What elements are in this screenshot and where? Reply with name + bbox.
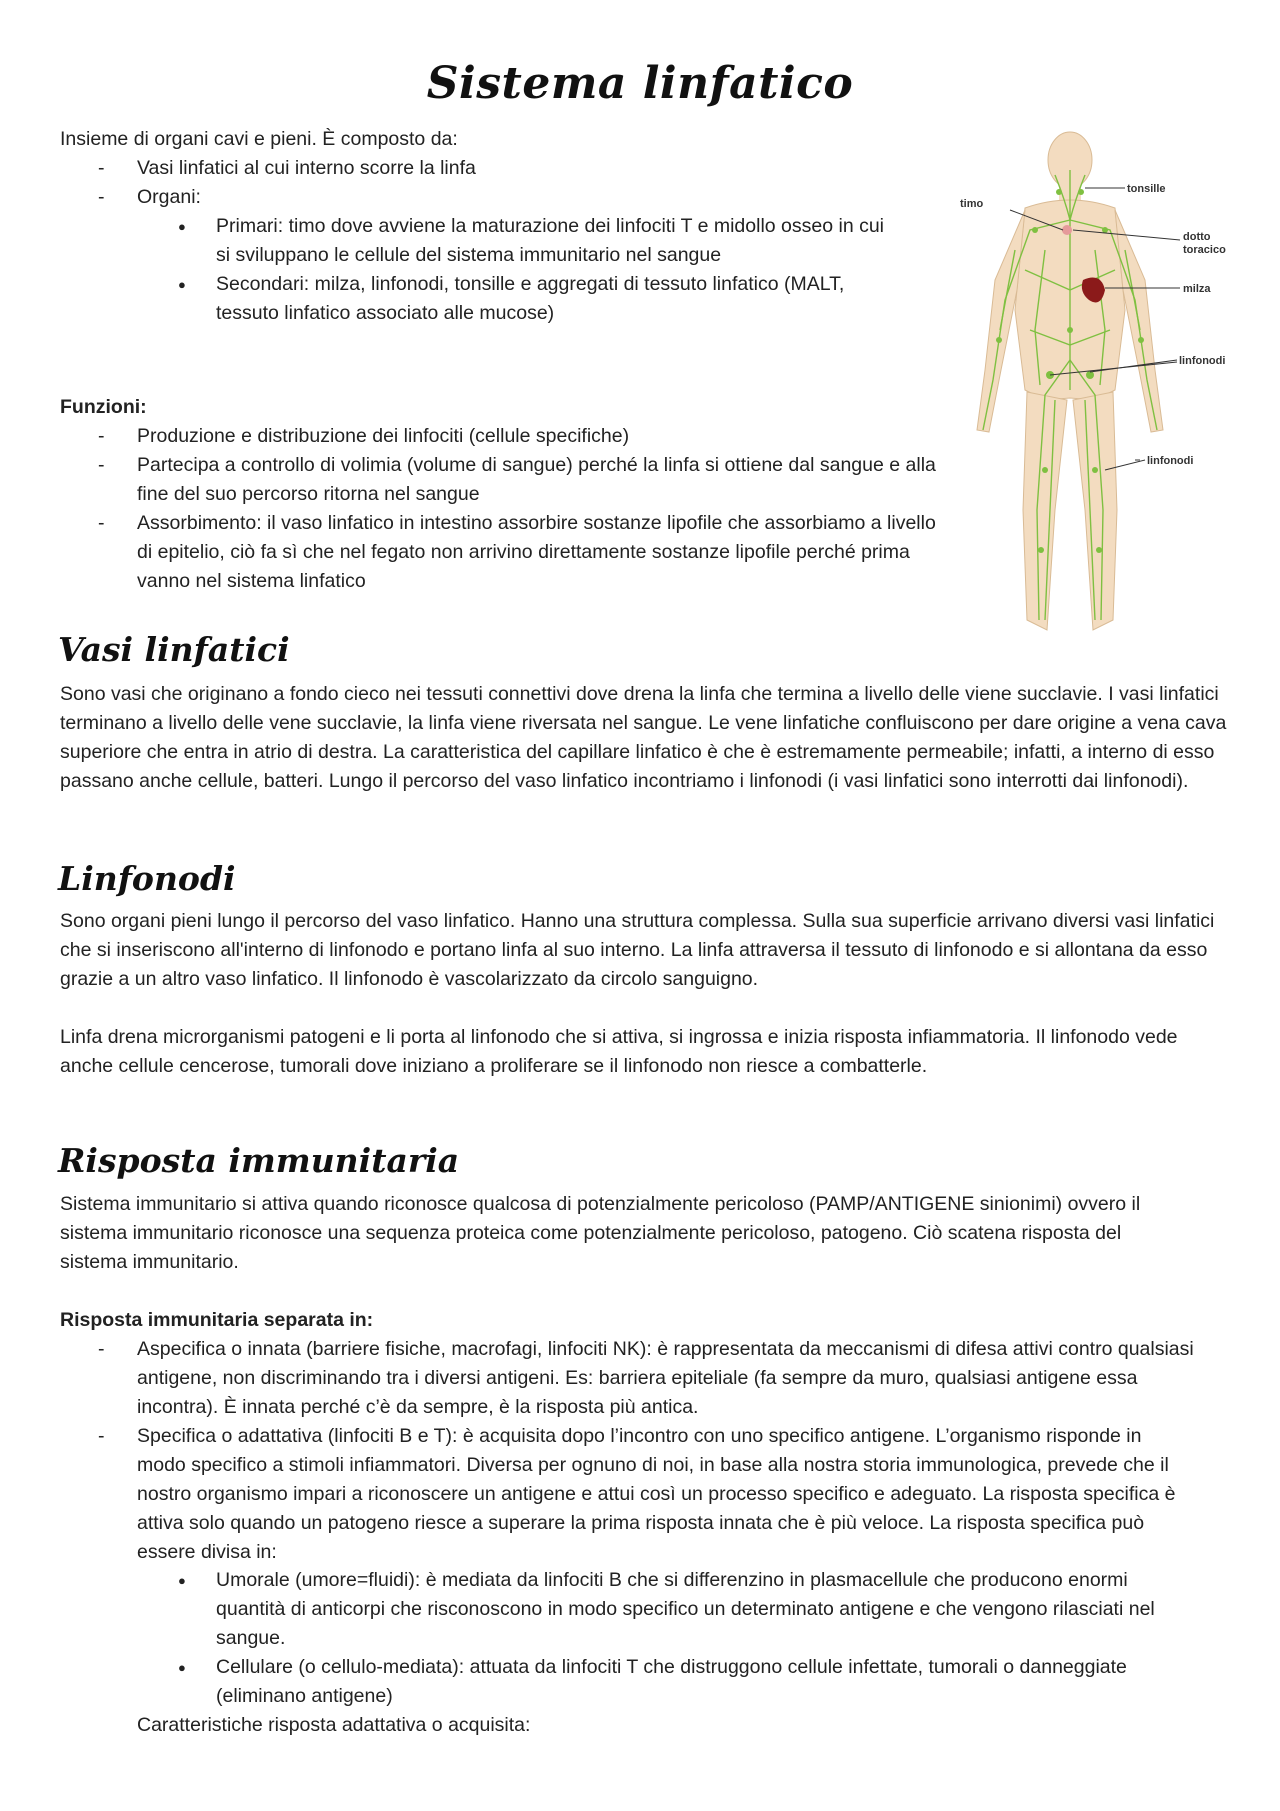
composition-list	[60, 154, 920, 212]
tonsils-label: tonsille	[1127, 183, 1166, 195]
section-heading-linfonodi: Linfonodi	[58, 859, 236, 898]
list-item: - Assorbimento: il vaso linfatico in intestino assorbire sostanze lipofile che assorbiamo a livello di epitelio, ciò fa sì che nel fegato non arrivino direttamente sostanze lipofile perché prima vanno nel sistema linfatico	[60, 509, 955, 596]
list-item: - Vasi linfatici al cui interno scorre la linfa	[60, 154, 920, 183]
risposta-text: Sistema immunitario si attiva quando riconosce qualcosa di potenzialmente pericoloso (PAMP/ANTIGENE sinionimi) ovvero il sistema immunitario riconosce una sequenza proteica come potenzialmente pericoloso, patogeno. Ciò scatena risposta del sistema immunitario.	[60, 1193, 1141, 1273]
vasi-text: Sono vasi che originano a fondo cieco nei tessuti connettivi dove drena la linfa che termina a livello delle viene succlavie. I vasi linfatici terminano a livello delle vene succlavie, la linfa viene riversata nel sangue. Le vene linfatiche confluiscono per dare origine a vena cava superiore che entra in atrio di destra. La caratteristica del capillare linfatico è che è estremamente permeabile; infatti, a interno di esso passano anche cellule, batteri. Lungo il percorso del vaso linfatico incontriamo i linfonodi (i vasi linfatici sono interrotti dai linfonodi).	[60, 683, 1227, 792]
thoracic-duct-label-2: toracico	[1183, 244, 1226, 256]
risposta-list	[60, 1335, 1195, 1567]
thymus-label: timo	[960, 198, 984, 210]
list-item: - Specifica o adattativa (linfociti B e T): è acquisita dopo l’incontro con uno specifico antigene. L’organismo risponde in modo specifico a stimoli infiammatori. Diversa per ognuno di noi, in base alla nostra storia immunologica, prevede che il nostro organismo impari a riconoscere un antigene e attui così un processo specifico e adeguato. La risposta specifica è attiva solo quando un patogeno riesce a superare la prima risposta innata che è più veloce. La risposta specifica può essere divisa in:	[60, 1422, 1195, 1567]
section-heading-vasi: Vasi linfatici	[58, 630, 290, 669]
list-item: ● Umorale (umore=fluidi): è mediata da linfociti B che si differenzino in plasmacellule che producono enormi quantità di anticorpi che risconoscono in modo specifico un determinato antigene e che vengono rilasciati nel sangue.	[138, 1566, 1198, 1653]
spleen-label: milza	[1183, 283, 1211, 295]
list-item: - Produzione e distribuzione dei linfociti (cellule specifiche)	[60, 422, 955, 451]
page-title: Sistema linfatico	[426, 58, 854, 109]
organs-list	[138, 212, 898, 328]
lymph-nodes-lower-label: linfonodi	[1147, 455, 1194, 467]
list-item: ● Primari: timo dove avviene la maturazione dei linfociti T e midollo osseo in cui si sviluppano le cellule del sistema immunitario nel sangue	[138, 212, 898, 270]
risposta-subheading: Risposta immunitaria separata in:	[60, 1309, 374, 1331]
intro-text: Insieme di organi cavi e pieni. È composto da:	[60, 128, 458, 150]
list-item: - Partecipa a controllo di volimia (volume di sangue) perché la linfa si ottiene dal sangue e alla fine del suo percorso ritorna nel sangue	[60, 451, 955, 509]
list-item: ● Cellulare (o cellulo-mediata): attuata da linfociti T che distruggono cellule infettate, tumorali o danneggiate (eliminano antigene)	[138, 1653, 1198, 1711]
linfonodi-text-1: Sono organi pieni lungo il percorso del vaso linfatico. Hanno una struttura complessa. Sulla sua superficie arrivano diversi vasi linfatici che si inseriscono all'interno di linfonodo e portano linfa al suo interno. La linfa attraversa il tessuto di linfonodo e si allontana da esso grazie a un altro vaso linfatico. Il linfonodo è vascolarizzato da circolo sanguigno.	[60, 910, 1215, 990]
list-item: ● Secondari: milza, linfonodi, tonsille e aggregati di tessuto linfatico (MALT, tessuto linfatico associato alle mucose)	[138, 270, 898, 328]
section-heading-risposta: Risposta immunitaria	[58, 1141, 460, 1180]
list-item: - Organi:	[60, 183, 920, 212]
thymus-shape	[1062, 225, 1072, 235]
risposta-closing: Caratteristiche risposta adattativa o acquisita:	[137, 1714, 531, 1736]
functions-heading: Funzioni:	[60, 396, 147, 418]
lymph-nodes-upper-label: linfonodi	[1179, 355, 1226, 367]
thoracic-duct-label-1: dotto	[1183, 231, 1211, 243]
lymphatic-system-figure	[955, 130, 1245, 650]
risposta-sublist	[138, 1566, 1198, 1711]
linfonodi-text-2: Linfa drena microrganismi patogeni e li porta al linfonodo che si attiva, si ingrossa e inizia risposta infiammatoria. Il linfonodo vede anche cellule cencerose, tumorali dove iniziano a proliferare se il linfonodo non riesce a combatterle.	[60, 1026, 1178, 1077]
list-item: - Aspecifica o innata (barriere fisiche, macrofagi, linfociti NK): è rappresentata da meccanismi di difesa attivi contro qualsiasi antigene, non discriminando tra i diversi antigeni. Es: barriera epiteliale (fa sempre da muro, qualsiasi antigene essa incontra). È innata perché c’è da sempre, è la risposta più antica.	[60, 1335, 1195, 1422]
functions-list	[60, 422, 955, 596]
